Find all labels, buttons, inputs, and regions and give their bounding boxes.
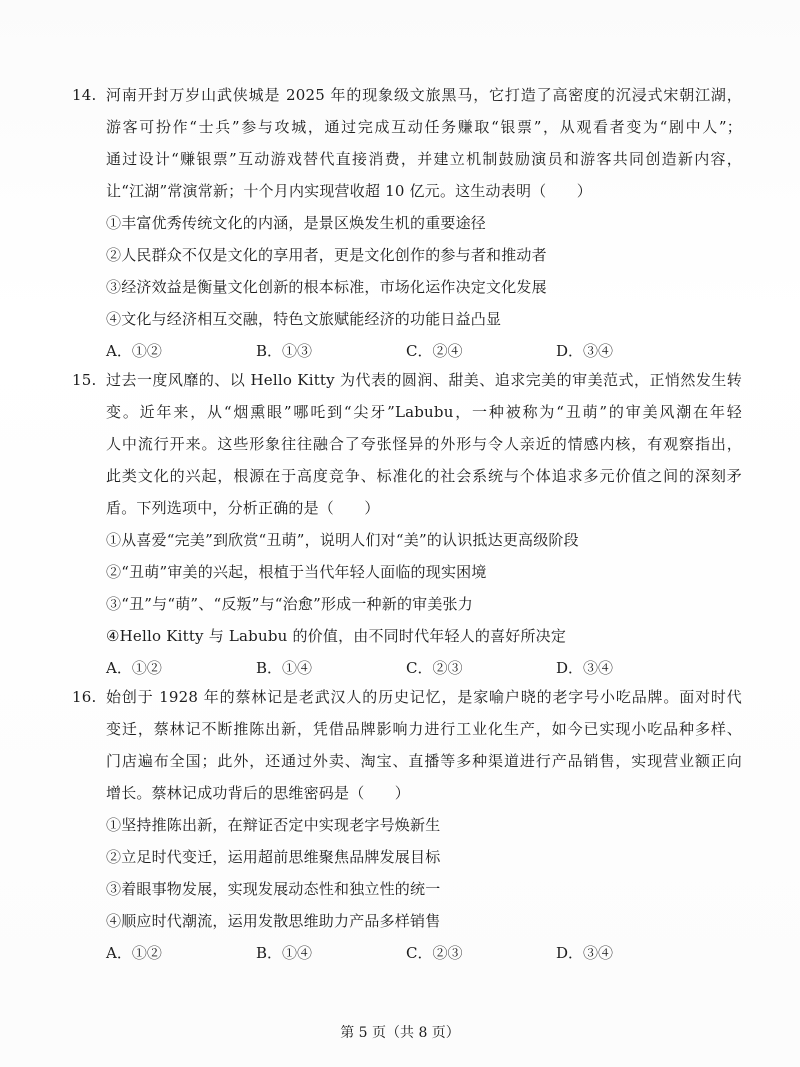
question-text: 人中流行开来。这些形象往往融合了夸张怪异的外形与令人亲近的情感内核，有观察指出， [106,435,742,453]
choice-b[interactable]: B．①④ [256,944,313,962]
answer-choices [72,335,732,367]
question-text: 游客可扮作“士兵”参与攻城，通过完成互动任务赚取“银票”，从观看者变为“剧中人”； [106,118,742,136]
question-number: 16. [72,688,97,706]
page-footer: 第 5 页（共 8 页） [340,1025,460,1041]
statement-option: ④Hello Kitty 与 Labubu 的价值，由不同时代年轻人的喜好所决定 [106,627,567,645]
statement-option: ④文化与经济相互交融，特色文旅赋能经济的功能日益凸显 [106,310,502,328]
answer-choices [72,937,732,969]
choice-d[interactable]: D．③④ [556,342,614,360]
question-text: 让“江湖”常演常新；十个月内实现营收超 10 亿元。这生动表明（ ） [106,182,592,200]
question-stem-line [72,492,732,524]
question-stem-line [72,681,742,713]
choice-b[interactable]: B．①③ [256,342,313,360]
statement-option: ②“丑萌”审美的兴起，根植于当代年轻人面临的现实困境 [106,563,487,581]
choice-d[interactable]: D．③④ [556,659,614,677]
choice-c[interactable]: C．②③ [406,659,463,677]
choice-b[interactable]: B．①④ [256,659,313,677]
choice-c[interactable]: C．②③ [406,944,463,962]
statement-option: ③“丑”与“萌”、“反叛”与“治愈”形成一种新的审美张力 [106,595,473,613]
question-text: 通过设计“赚银票”互动游戏替代直接消费，并建立机制鼓励演员和游客共同创造新内容， [106,150,742,168]
statement-option: ②人民群众不仅是文化的享用者，更是文化创作的参与者和推动者 [106,246,547,264]
question-text: 始创于 1928 年的蔡林记是老武汉人的历史记忆，是家喻户晓的老字号小吃品牌。面对时代 [106,688,742,706]
question-stem-line [72,713,742,745]
statement-option: ②立足时代变迁，运用超前思维聚焦品牌发展目标 [106,848,441,866]
question-stem-line [72,364,742,396]
question-14 [72,79,742,367]
question-stem-line [72,428,742,460]
question-stem-line [72,175,732,207]
statement-option: ①从喜爱“完美”到欣赏“丑萌”，说明人们对“美”的认识抵达更高级阶段 [106,531,579,549]
statement-option: ③着眼事物发展，实现发展动态性和独立性的统一 [106,880,441,898]
question-stem-line [72,111,742,143]
choice-d[interactable]: D．③④ [556,944,614,962]
choice-a[interactable]: A．①② [106,659,162,677]
question-number: 15. [72,371,97,389]
question-stem-line [72,745,742,777]
question-text: 过去一度风靡的、以 Hello Kitty 为代表的圆润、甜美、追求完美的审美范式，正悄然发生转 [106,371,742,389]
question-text: 增长。蔡林记成功背后的思维密码是（ ） [106,784,411,802]
answer-choices [72,652,732,684]
question-15 [72,364,742,684]
question-text: 门店遍布全国；此外，还通过外卖、淘宝、直播等多种渠道进行产品销售，实现营业额正向 [106,752,742,770]
question-text: 变。近年来，从“烟熏眼”哪吒到“尖牙”Labubu，一种被称为“丑萌”的审美风潮在年轻 [106,403,742,421]
question-stem-line [72,777,732,809]
question-stem-line [72,143,742,175]
question-text: 此类文化的兴起，根源在于高度竞争、标准化的社会系统与个体追求多元价值之间的深刻矛 [106,467,742,485]
question-16 [72,681,742,969]
question-text: 盾。下列选项中，分析正确的是（ ） [106,499,380,517]
statement-option: ③经济效益是衡量文化创新的根本标准，市场化运作决定文化发展 [106,278,547,296]
question-stem-line [72,460,742,492]
question-stem-line [72,79,742,111]
choice-a[interactable]: A．①② [106,944,162,962]
choice-a[interactable]: A．①② [106,342,162,360]
question-text: 河南开封万岁山武侠城是 2025 年的现象级文旅黑马，它打造了高密度的沉浸式宋朝江湖， [106,86,742,104]
choice-c[interactable]: C．②④ [406,342,463,360]
statement-option: ①丰富优秀传统文化的内涵，是景区焕发生机的重要途径 [106,214,487,232]
statement-option: ①坚持推陈出新，在辩证否定中实现老字号焕新生 [106,816,441,834]
statement-option: ④顺应时代潮流，运用发散思维助力产品多样销售 [106,912,441,930]
question-number: 14. [72,86,97,104]
question-stem-line [72,396,742,428]
question-text: 变迁，蔡林记不断推陈出新，凭借品牌影响力进行工业化生产，如今已实现小吃品种多样、 [106,720,742,738]
